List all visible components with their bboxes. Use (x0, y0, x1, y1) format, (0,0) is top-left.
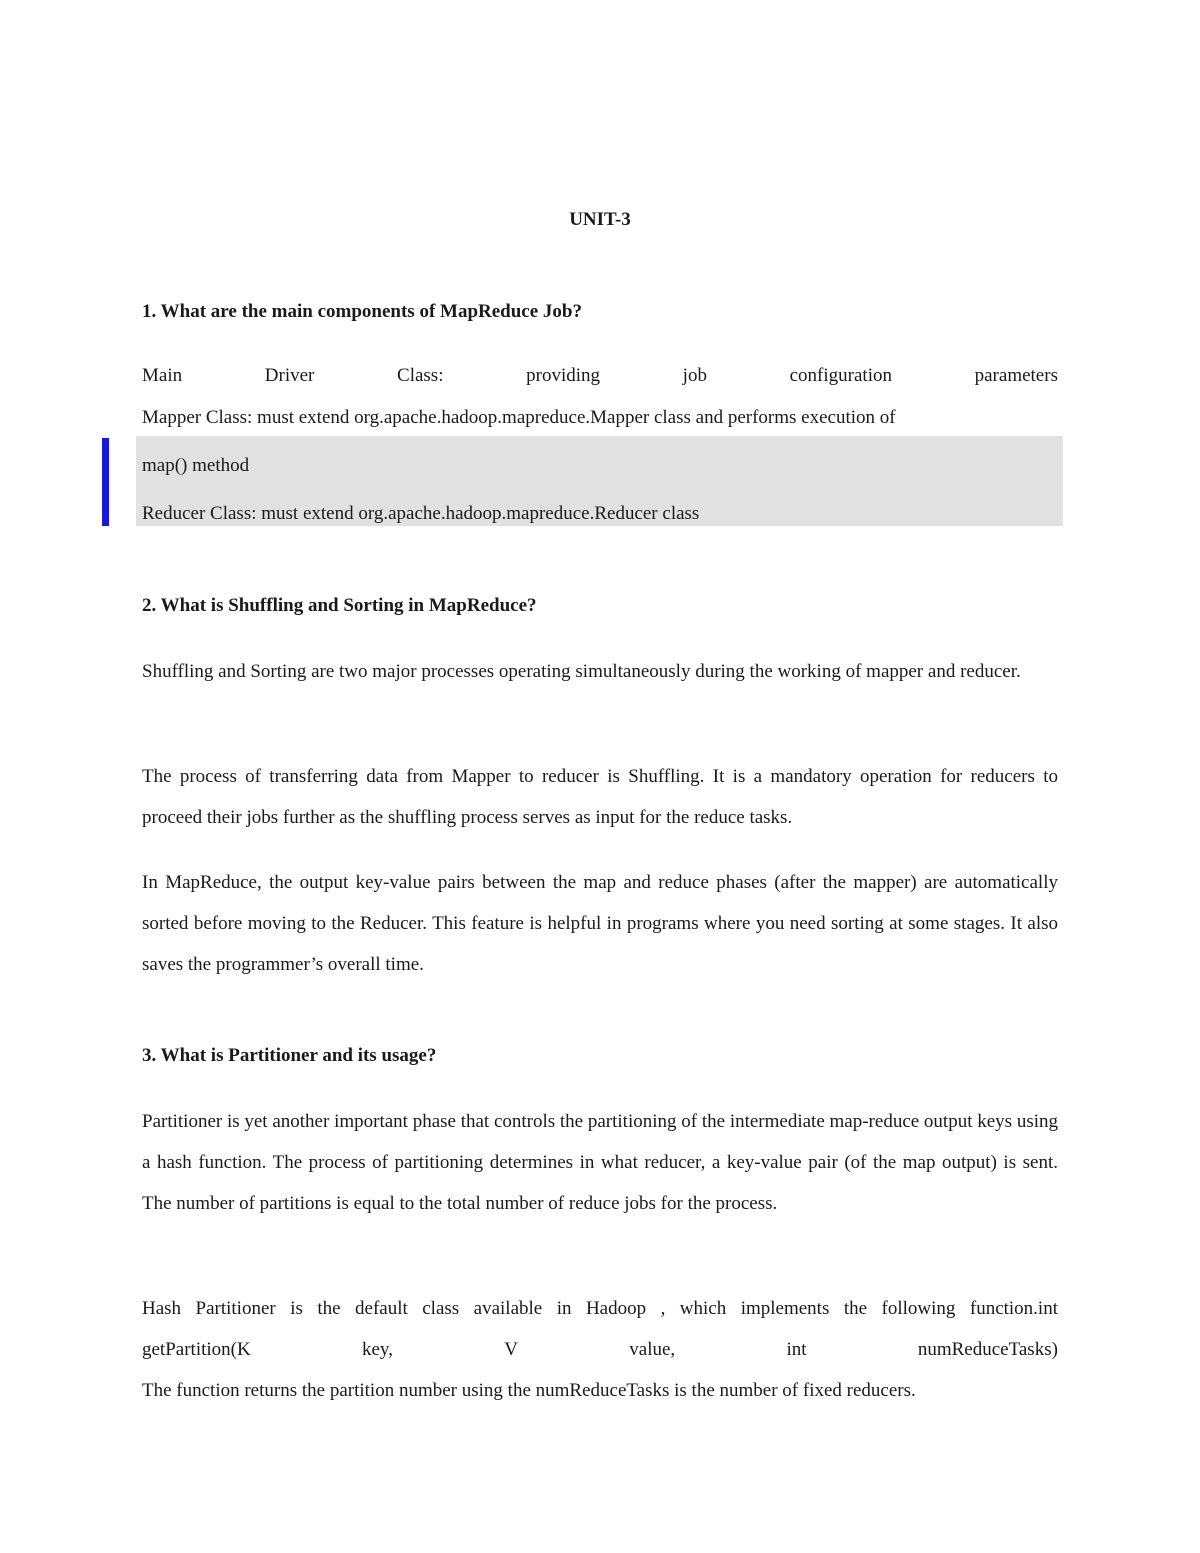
q1-driver-word: Main (142, 365, 183, 386)
question-3-heading: 3. What is Partitioner and its usage? (142, 1045, 437, 1066)
q2-paragraph-2: The process of transferring data from Mapper to reducer is Shuffling. It is a mandatory operation for reducers to proceed their jobs further as the shuffling process serves as input for the reduce tasks. (142, 766, 1058, 828)
q1-driver-word: providing (526, 365, 601, 386)
q3-signature-word: numReduceTasks) (917, 1339, 1058, 1360)
change-bar-marker (102, 438, 109, 526)
q3-signature-line (142, 1336, 1058, 1364)
q1-map-method-line: map() method (142, 455, 250, 476)
q3-signature-word: V (504, 1339, 518, 1360)
q3-signature-word: int (786, 1339, 807, 1360)
q1-driver-word: Class: (397, 365, 444, 386)
q1-mapper-line: Mapper Class: must extend org.apache.hadoop.mapreduce.Mapper class and performs execution of (142, 407, 896, 428)
q1-driver-word: job (682, 365, 707, 386)
q1-driver-word: Driver (264, 365, 315, 386)
q1-reducer-line: Reducer Class: must extend org.apache.hadoop.mapreduce.Reducer class (142, 503, 700, 524)
q2-paragraph-3: In MapReduce, the output key-value pairs between the map and reduce phases (after the mapper) are automatically sorted before moving to the Reducer. This feature is helpful in programs where you need sorting at some stages. It also saves the programmer’s overall time. (142, 872, 1058, 975)
q3-signature-word: getPartition(K (142, 1339, 251, 1360)
q3-paragraph-2: Hash Partitioner is the default class available in Hadoop , which implements the following function.int (142, 1298, 1058, 1319)
q2-paragraph-1: Shuffling and Sorting are two major processes operating simultaneously during the working of mapper and reducer. (142, 661, 1021, 682)
q1-driver-line (142, 362, 1058, 390)
q3-paragraph-1: Partitioner is yet another important phase that controls the partitioning of the intermediate map-reduce output keys using a hash function. The process of partitioning determines in what reducer, a key-value pair (of the map output) is sent. The number of partitions is equal to the total number of reduce jobs for the process. (142, 1111, 1058, 1214)
q3-signature-word: value, (629, 1339, 676, 1360)
q3-paragraph-3: The function returns the partition number using the numReduceTasks is the number of fixed reducers. (142, 1380, 916, 1401)
question-2-heading: 2. What is Shuffling and Sorting in MapReduce? (142, 595, 537, 616)
q1-driver-word: parameters (974, 365, 1058, 386)
q3-signature-word: key, (362, 1339, 393, 1360)
document-title: UNIT-3 (569, 209, 631, 230)
q1-driver-word: configuration (789, 365, 892, 386)
question-1-heading: 1. What are the main components of MapReduce Job? (142, 301, 582, 322)
